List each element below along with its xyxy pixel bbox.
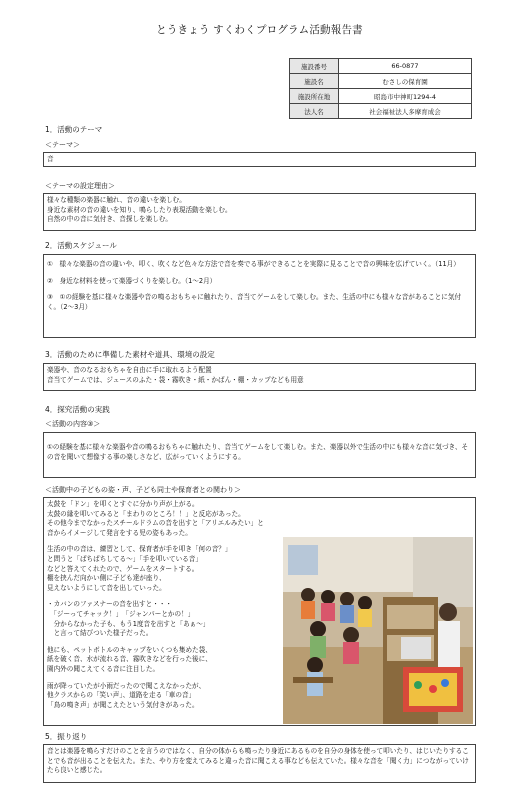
- info-key: 施設所在地: [290, 89, 339, 104]
- voice-line: 太鼓の縁を叩いてみると「まわりのところ！！」と反応があった。: [47, 509, 245, 518]
- section-3-heading: 3．活動のために準備した素材や道具、環境の設定: [45, 350, 215, 359]
- info-value: 66-0877: [339, 59, 472, 74]
- theme-reason-box: [43, 193, 476, 231]
- info-key: 施設名: [290, 74, 339, 89]
- info-row: [290, 104, 472, 119]
- info-key: 施設番号: [290, 59, 339, 74]
- theme-box: [43, 152, 476, 167]
- theme-label: ＜テーマ＞: [45, 141, 80, 149]
- info-value: 社会福祉法人多摩育成会: [339, 104, 472, 119]
- voice-line: その他今までなかったスチールドラムの音を出すと「アリエルみたい」と: [47, 519, 264, 528]
- voice-line: 太鼓を「ドン」を叩くとすぐに分かり声が上がる。: [47, 500, 199, 508]
- reflection-text: 音とは楽器を鳴らすだけのことを言うのではなく、自分の体からも鳴ったり身近にあるものを自分の身体を使って叩いたり、はじいたりすることでも音が出ることを伝えた。また、やり方を変えてみると違った音に聞こえる事なども伝えていた。様々な音を「聞く力」につながっていけたら良いと感じた。: [47, 747, 469, 775]
- info-value: 昭島市中神町1294-4: [339, 89, 472, 104]
- children-voices-label: ＜活動中の子どもの姿・声、子ども同士や保育者との関わり＞: [45, 486, 241, 494]
- reflection-box: [43, 744, 476, 783]
- schedule-item: ③ ①の経験を基に様々な楽器や音の鳴るおもちゃに触れたり、音当てゲームをして楽しむ。また、生活の中にも様々な音があることに気付く。（2～3月）: [47, 293, 462, 311]
- voice-line: 園内外の聞こえてくる音に注目した。: [47, 664, 160, 673]
- materials-box: [43, 363, 476, 391]
- section-1-heading: 1．活動のテーマ: [45, 125, 103, 134]
- activity-content-text: ①の経験を基に様々な楽器や音の鳴るおもちゃに触れたり、音当てゲームをして楽しむ。また、楽器以外で生活の中にも様々な音に気づき、その音を聞いて想像する事の楽しさなど、広がっていくようにする。: [47, 443, 469, 461]
- voice-line: 見えないようにして音を出していった。: [47, 583, 166, 592]
- section-4-heading: 4．探究活動の実践: [45, 405, 110, 414]
- voice-line: と問うと「ぱちぱちしてる～」「手を叩いている音」: [47, 554, 202, 563]
- reason-line: 身近な素材の音の違いを知り、鳴らしたり表現活動を楽しむ。: [47, 205, 232, 214]
- voice-line: 「鳥の鳴き声」が聞こえたという気付きがあった。: [47, 700, 199, 709]
- voice-line: と言って結びついた様子だった。: [47, 629, 153, 638]
- reason-line: 自然の中の音に気付き、音探しを楽しむ。: [47, 215, 173, 224]
- voice-line: 雨が降っていたが小雨だったので聞こえなかったが、: [47, 681, 206, 690]
- voice-line: などと答えてくれたので、ゲームをスタートする。: [47, 564, 199, 573]
- reason-line: 様々な種類の楽器に触れ、音の違いを楽しむ。: [47, 196, 186, 204]
- voice-line: 「ジーってチャック！」 「ジャンパーとかの！」: [47, 609, 195, 618]
- info-key: 法人名: [290, 104, 339, 119]
- materials-line: 楽器や、音のなるおもちゃを自由に手に取れるよう配置: [47, 366, 212, 374]
- info-row: [290, 89, 472, 104]
- page-title: とうきょう すくわくプログラム活動報告書: [156, 24, 363, 36]
- activity-content-box: [43, 432, 476, 478]
- info-row: [290, 59, 472, 74]
- activity-content-label: ＜活動の内容③＞: [45, 420, 101, 428]
- voice-line: ・カバンのファスナーの音を出すと・・・: [47, 600, 173, 609]
- schedule-box: [43, 254, 476, 338]
- voice-line: 他クラスからの「笑い声」、道路を走る「車の音」: [47, 691, 196, 700]
- materials-line: 音当てゲームでは、ジュースのふた・袋・霧吹き・紙・かばん・棚・カップなども用意: [47, 375, 304, 384]
- voice-line: 生活の中の音は、練習として、保育者が手を叩き「何の音？」: [47, 545, 232, 554]
- voice-line: 棚を挟んだ向かい側に子ども達が座り、: [47, 574, 166, 583]
- section-5-heading: 5．振り返り: [45, 732, 88, 741]
- facility-info-table: [289, 58, 472, 119]
- schedule-item: ② 身近な材料を使って楽器づくりを楽しむ。（1～2月）: [47, 276, 217, 285]
- voice-line: 紙を破く音、水が流れる音、霧吹きなどを行った後に、: [47, 655, 212, 664]
- voice-line: 音からイメージして発言をする児の姿もあった。: [47, 528, 192, 537]
- voice-line: 他にも、ペットボトルのキャップをいくつも集めた袋、: [47, 645, 212, 654]
- info-value: むさしの保育園: [339, 74, 472, 89]
- schedule-item: ① 様々な楽器の音の違いや、叩く、吹くなど色々な方法で音を奏でる事ができることを実際に見ることで音の興味を広げていく。（11月）: [47, 260, 460, 268]
- voice-line: 分からなかった子も、もう1度音を出すと「あぁ～」: [47, 619, 210, 628]
- section-2-heading: 2．活動スケジュール: [45, 241, 117, 250]
- info-row: [290, 74, 472, 89]
- theme-text: 音: [47, 155, 54, 163]
- theme-reason-label: ＜テーマの設定理由＞: [45, 182, 115, 190]
- classroom-photo: [283, 537, 473, 724]
